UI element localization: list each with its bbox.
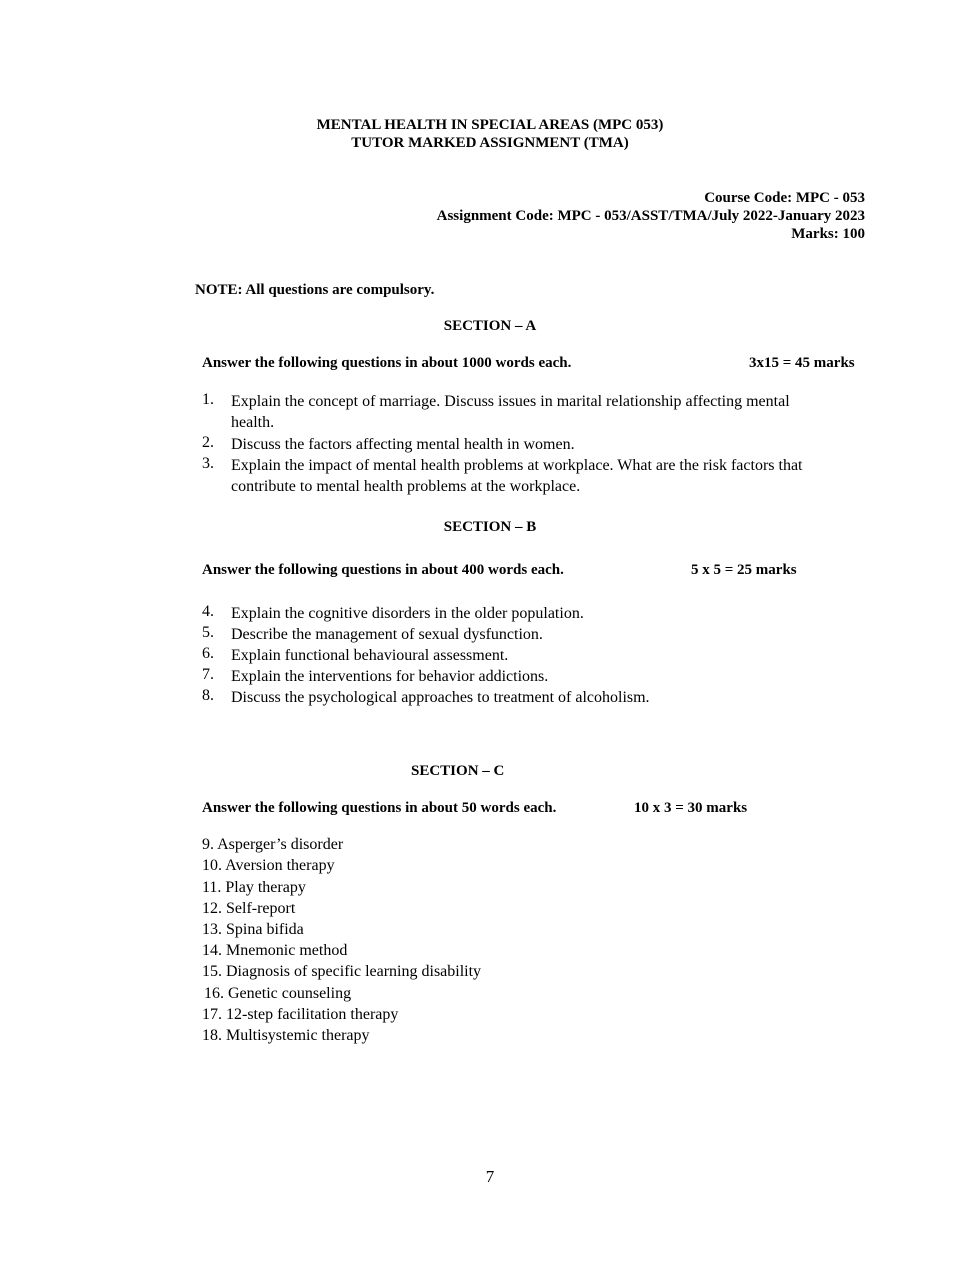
question-text: Explain the interventions for behavior addictions. <box>231 668 549 685</box>
document-subtitle: TUTOR MARKED ASSIGNMENT (TMA) <box>351 135 629 151</box>
page-number: 7 <box>485 1167 495 1186</box>
question-text: Explain the cognitive disorders in the older population. <box>231 605 584 622</box>
section-a-marks: 3x15 = 45 marks <box>749 355 855 371</box>
section-c-heading: SECTION – C <box>411 763 505 779</box>
section-b-instruction: Answer the following questions in about 400 words each. <box>202 562 564 578</box>
question-text: Explain the impact of mental health problems at workplace. What are the risk factors that contribute to mental health problems at the workplace. <box>231 457 803 495</box>
question-text: Discuss the psychological approaches to treatment of alcoholism. <box>231 689 650 706</box>
section-c-marks: 10 x 3 = 30 marks <box>634 800 748 816</box>
question-text: Explain functional behavioural assessment. <box>231 647 509 664</box>
list-item: 14. Mnemonic method <box>202 942 348 959</box>
list-item: 18. Multisystemic therapy <box>202 1027 370 1044</box>
question-number: 1. <box>202 391 214 408</box>
total-marks: Marks: 100 <box>791 226 865 242</box>
section-c-instruction: Answer the following questions in about 50 words each. <box>202 800 557 816</box>
question-number: 4. <box>202 603 214 620</box>
question-number: 5. <box>202 624 214 641</box>
list-item: 15. Diagnosis of specific learning disability <box>202 963 482 980</box>
list-item: 10. Aversion therapy <box>202 857 335 874</box>
section-a-heading: SECTION – A <box>443 318 537 334</box>
section-b-heading: SECTION – B <box>443 519 537 535</box>
question-number: 8. <box>202 687 214 704</box>
list-item: 13. Spina bifida <box>202 921 304 938</box>
document-title: MENTAL HEALTH IN SPECIAL AREAS (MPC 053) <box>316 117 664 133</box>
question-text: Explain the concept of marriage. Discuss issues in marital relationship affecting mental health. <box>231 393 790 431</box>
course-code: Course Code: MPC - 053 <box>704 190 865 206</box>
question-number: 2. <box>202 434 214 451</box>
list-item: 17. 12-step facilitation therapy <box>202 1006 399 1023</box>
list-item: 9. Asperger’s disorder <box>202 836 344 853</box>
list-item: 16. Genetic counseling <box>200 985 352 1002</box>
note: NOTE: All questions are compulsory. <box>195 282 435 298</box>
question-number: 6. <box>202 645 214 662</box>
list-item: 11. Play therapy <box>202 879 306 896</box>
question-text: Describe the management of sexual dysfunction. <box>231 626 543 643</box>
assignment-code: Assignment Code: MPC - 053/ASST/TMA/July 2022-January 2023 <box>436 208 865 224</box>
question-text: Discuss the factors affecting mental health in women. <box>231 436 575 453</box>
section-a-instruction: Answer the following questions in about 1000 words each. <box>202 355 572 371</box>
question-number: 3. <box>202 455 214 472</box>
question-number: 7. <box>202 666 214 683</box>
section-b-marks: 5 x 5 = 25 marks <box>691 562 797 578</box>
list-item: 12. Self-report <box>202 900 296 917</box>
